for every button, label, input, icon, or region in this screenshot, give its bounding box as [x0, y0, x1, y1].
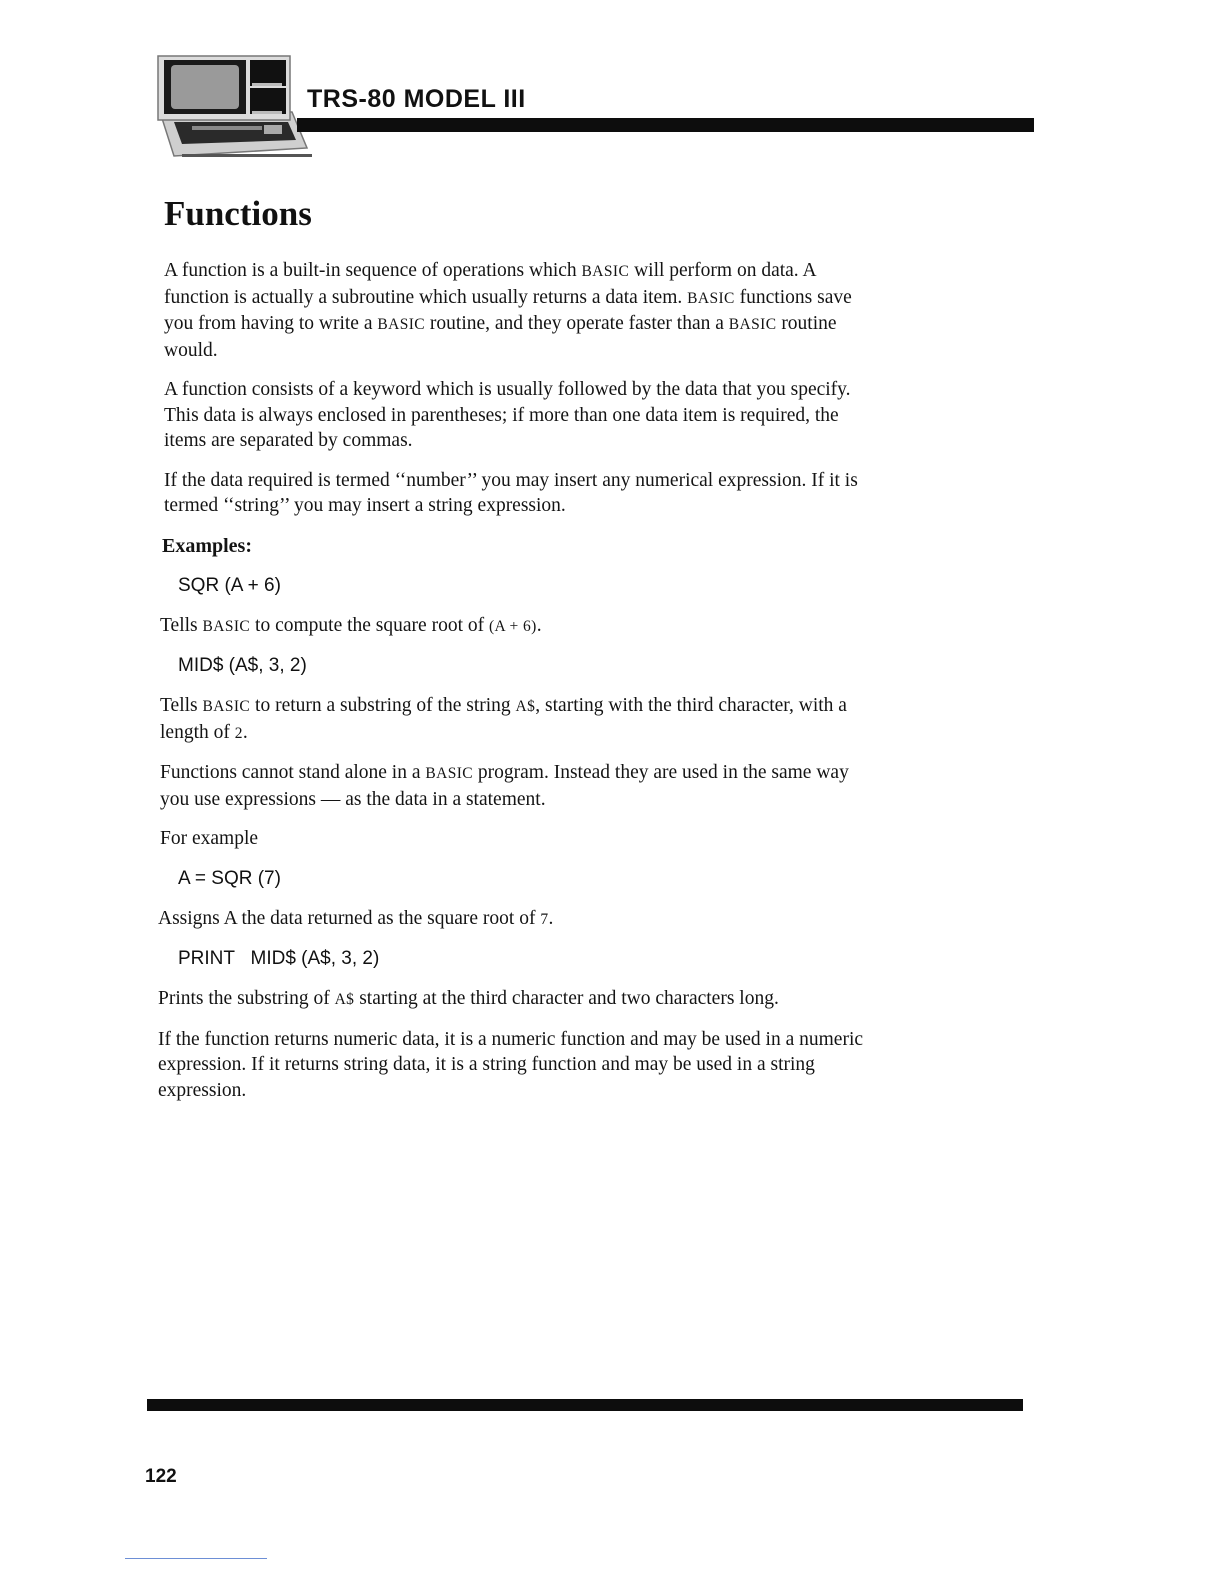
- basic-keyword: BASIC: [581, 263, 630, 280]
- footer-rule: [147, 1399, 1023, 1411]
- basic-keyword: BASIC: [202, 698, 251, 715]
- code-example-assign: A = SQR (7): [178, 867, 281, 889]
- paragraph-print-explanation: [158, 986, 878, 1013]
- text: will perform on data. A function is actually a subroutine which usually returns a data item.: [164, 260, 816, 308]
- basic-keyword: BASIC: [687, 289, 735, 307]
- number: 7: [540, 910, 549, 928]
- text: .: [242, 721, 248, 743]
- number: 2: [234, 724, 243, 742]
- page-body: [158, 258, 878, 1117]
- header-title: TRS-80 MODEL III: [307, 85, 526, 113]
- text: functions save you from having to write a: [164, 286, 852, 334]
- text: Tells: [160, 695, 203, 716]
- paragraph-assign-explanation: [158, 906, 878, 933]
- code-example-mid: MID$ (A$, 3, 2): [178, 655, 307, 676]
- variable: A$: [515, 698, 536, 715]
- basic-keyword: BASIC: [728, 316, 777, 333]
- paragraph-keyword: A function consists of a keyword which is usually followed by the data that you specify. This data is always enclosed in parentheses; if more than one data item is required, the items are separated by commas.: [164, 379, 851, 451]
- basic-keyword: BASIC: [425, 765, 474, 782]
- bottom-link-underline: [125, 1558, 267, 1559]
- text: Tells: [160, 614, 203, 636]
- text: .: [536, 614, 542, 636]
- text: to return a substring of the string: [250, 695, 516, 716]
- text: Prints the substring of: [158, 988, 335, 1009]
- text: routine, and they operate faster than a: [425, 313, 729, 334]
- code-example-print: PRINT MID$ (A$, 3, 2): [178, 948, 380, 969]
- paragraph-sqr-explanation: [160, 613, 878, 640]
- code-example-sqr: SQR (A + 6): [178, 574, 281, 596]
- text: A function is a built-in sequence of operations which: [164, 260, 582, 281]
- paragraph-usage: [160, 760, 878, 812]
- variable: A$: [334, 991, 355, 1008]
- paragraph-return-types: If the function returns numeric data, it is a numeric function and may be used in a numeric expression. If it returns string data, it is a string function and may be used in a string expression.: [158, 1028, 864, 1101]
- basic-keyword: BASIC: [202, 617, 251, 635]
- expression: (A + 6): [488, 617, 537, 635]
- text: program. Instead they are used in the same way you use expressions — as the data in a statement.: [160, 762, 849, 810]
- text: Functions cannot stand alone in a: [160, 762, 426, 783]
- trs80-computer-icon: [152, 50, 312, 162]
- text: .: [548, 907, 554, 929]
- paragraph-definition: [164, 258, 878, 363]
- header-rule: [297, 118, 1034, 132]
- page-title: Functions: [164, 194, 312, 233]
- text: Assigns A the data returned as the square root of: [158, 907, 541, 929]
- text: , starting with the third character, with a length of: [160, 695, 847, 743]
- text: routine would.: [164, 313, 837, 361]
- paragraph-mid-explanation: [160, 693, 878, 746]
- paragraph-data-types: If the data required is termed ‘‘number’’ you may insert any numerical expression. If it is termed ‘‘string’’ you may insert a string expression.: [164, 469, 858, 516]
- examples-heading: Examples:: [162, 534, 252, 557]
- text: starting at the third character and two characters long.: [354, 988, 779, 1009]
- page-number: 122: [145, 1466, 177, 1487]
- basic-keyword: BASIC: [377, 316, 426, 333]
- text: to compute the square root of: [250, 614, 489, 636]
- page-header: [152, 50, 1042, 165]
- paragraph-for-example: For example: [160, 828, 259, 849]
